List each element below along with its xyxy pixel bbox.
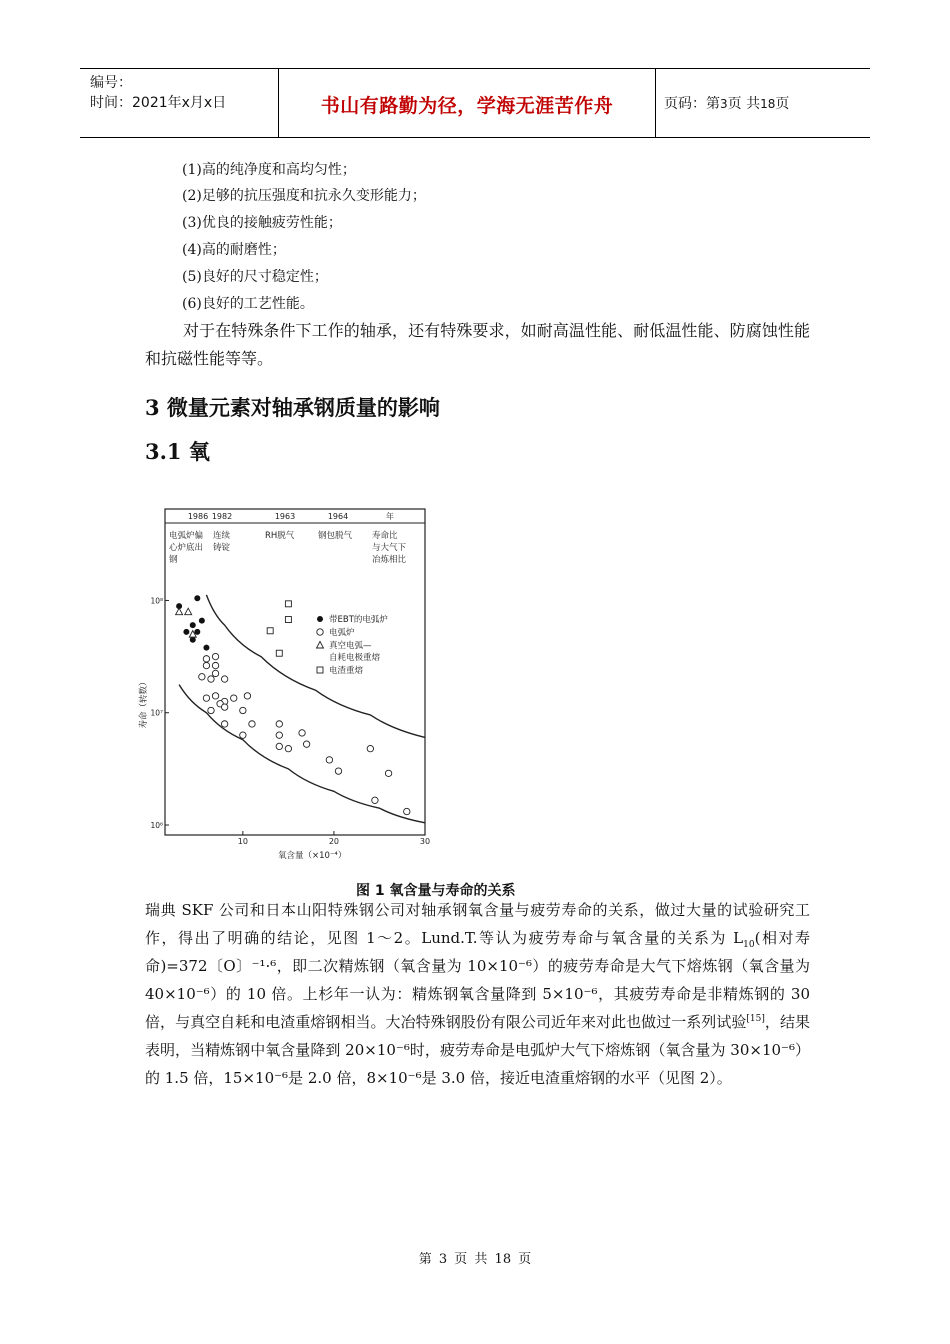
year-label: 1963 [274,512,296,521]
special-requirements-paragraph: 对于在特殊条件下工作的轴承，还有特殊要求，如耐高温性能、耐低温性能、防腐蚀性能和抗磁性能等等。 [145,321,810,368]
legend-marker [317,642,324,649]
data-point [285,745,291,751]
time-label: 时间：2021年x月x日 [90,95,227,111]
data-point [372,797,378,803]
data-point [231,695,237,701]
y-tick-label: 10⁶ [150,821,163,830]
data-point [203,695,209,701]
data-point [244,693,250,699]
list-item: (2)足够的抗压强度和抗永久变形能力； [182,188,426,204]
page-header [80,68,870,138]
year-label: 1964 [327,512,349,521]
list-item: (3)优良的接触疲劳性能； [182,215,342,231]
data-point [190,637,196,643]
list-item: (6)良好的工艺性能。 [182,296,314,312]
column-header: 电弧炉偏心炉底出钢 [169,531,204,565]
data-point [208,707,214,713]
list-item: (4)高的耐磨性； [182,242,286,258]
data-point [335,768,341,774]
data-point [303,741,309,747]
body-paragraph: 瑞典 SKF 公司和日本山阳特殊钢公司对轴承钢氧含量与疲劳寿命的关系，做过大量的试验研究工作，得出了明确的结论，见图 1～2。Lund.T.等认为疲劳寿命与氧含量的关系为 $L_{10}$(相对寿命)=372〔O〕⁻¹·⁶，即二次精炼钢（氧含量为 10×10⁻⁶）的疲劳寿命是大气下熔炼钢（氧含量为 40×10⁻⁶）的 10 倍。上杉年一认为：精炼钢氧含量降到 5×10⁻⁶，其疲劳寿命是非精炼钢的 30 倍，与真空自耗和电渣重熔钢相当。大冶特殊钢股份有限公司近年来对此也做过一系列试验[15]，结果表明，当精炼钢中氧含量降到 20×10⁻⁶时，疲劳寿命是电弧炉大气下熔炼钢（氧含量为 30×10⁻⁶）的 1.5 倍，15×10⁻⁶是 2.0 倍，8×10⁻⁶是 3.0 倍，接近电渣重熔钢的水平（见图 2）。 [145,901,810,1087]
data-point [267,628,273,634]
data-point [276,743,282,749]
data-point [276,650,282,656]
section-heading: 3 微量元素对轴承钢质量的影响 [145,395,440,420]
data-point [276,732,282,738]
x-tick-label: 10 [237,837,248,846]
figure-oxygen-life [139,503,440,868]
x-axis-label: 氧含量（×10⁻⁴） [278,851,347,861]
page-current: 3 [720,97,728,111]
column-header: 连续铸锭 [213,531,231,553]
data-point [367,745,373,751]
data-point [212,653,218,659]
page-label-suffix: 页 [775,96,790,112]
page-label-mid: 页 共 [727,96,761,112]
y-axis-label: 寿命（转数） [139,677,149,729]
data-point [212,662,218,668]
legend-label: 带EBT的电弧炉 [329,615,388,625]
data-point [203,645,209,651]
y-tick-label: 10⁸ [150,596,163,606]
chart-svg [139,503,440,868]
header-divider [655,69,656,137]
legend-label: 电弧炉 [329,628,355,638]
legend-marker [317,616,323,622]
column-header: 寿命比与大气下冶炼相比 [372,531,407,565]
legend-label: 真空电弧—自耗电极重熔 [329,641,381,663]
column-header: 钢包脱气 [318,531,353,541]
data-point [212,670,218,676]
lower-envelope-curve [179,685,425,823]
x-tick-label: 20 [328,837,340,846]
legend-marker [317,667,323,673]
year-label: 1982 [211,512,233,521]
data-point [249,721,255,727]
figure-caption: 图 1 氧含量与寿命的关系 [356,883,516,899]
data-point [299,730,305,736]
data-point [285,601,291,607]
page-total: 18 [760,97,776,111]
y-tick-label: 10⁷ [150,708,163,718]
data-point [199,618,205,624]
header-meta [90,73,275,113]
header-divider [278,69,279,137]
year-label: 年 [386,512,394,521]
column-header: RH脱气 [265,531,295,541]
data-point [326,757,332,763]
page-footer: 第 3 页 共 18 页 [418,1252,532,1267]
data-point [199,674,205,680]
data-point [221,704,227,710]
data-point [185,608,192,615]
data-point [194,629,200,635]
list-item: (1)高的纯净度和高均匀性； [182,162,356,178]
data-point [203,662,209,668]
list-item: (5)良好的尺寸稳定性； [182,269,328,285]
legend-label: 电渣重熔 [329,666,364,676]
data-point [240,707,246,713]
code-label: 编号： [90,75,132,91]
data-point [190,622,196,628]
data-point [221,721,227,727]
data-point [221,676,227,682]
data-point [203,656,209,662]
subsection-heading: 3.1 氧 [145,439,210,464]
upper-envelope-curve [206,595,425,738]
year-label: 1986 [187,512,209,521]
data-point [285,617,291,623]
data-point [404,808,410,814]
page-label-prefix: 页码：第 [664,96,720,112]
data-point [276,721,282,727]
data-point [176,608,183,615]
data-point [194,595,200,601]
header-page-info [664,93,789,113]
data-point [385,770,391,776]
x-tick-label: 30 [419,837,431,846]
data-point [240,732,246,738]
data-point [212,693,218,699]
legend-marker [317,629,323,635]
data-point [208,676,214,682]
data-point [183,629,189,635]
header-motto: 书山有路勤为径，学海无涯苦作舟 [320,95,614,117]
